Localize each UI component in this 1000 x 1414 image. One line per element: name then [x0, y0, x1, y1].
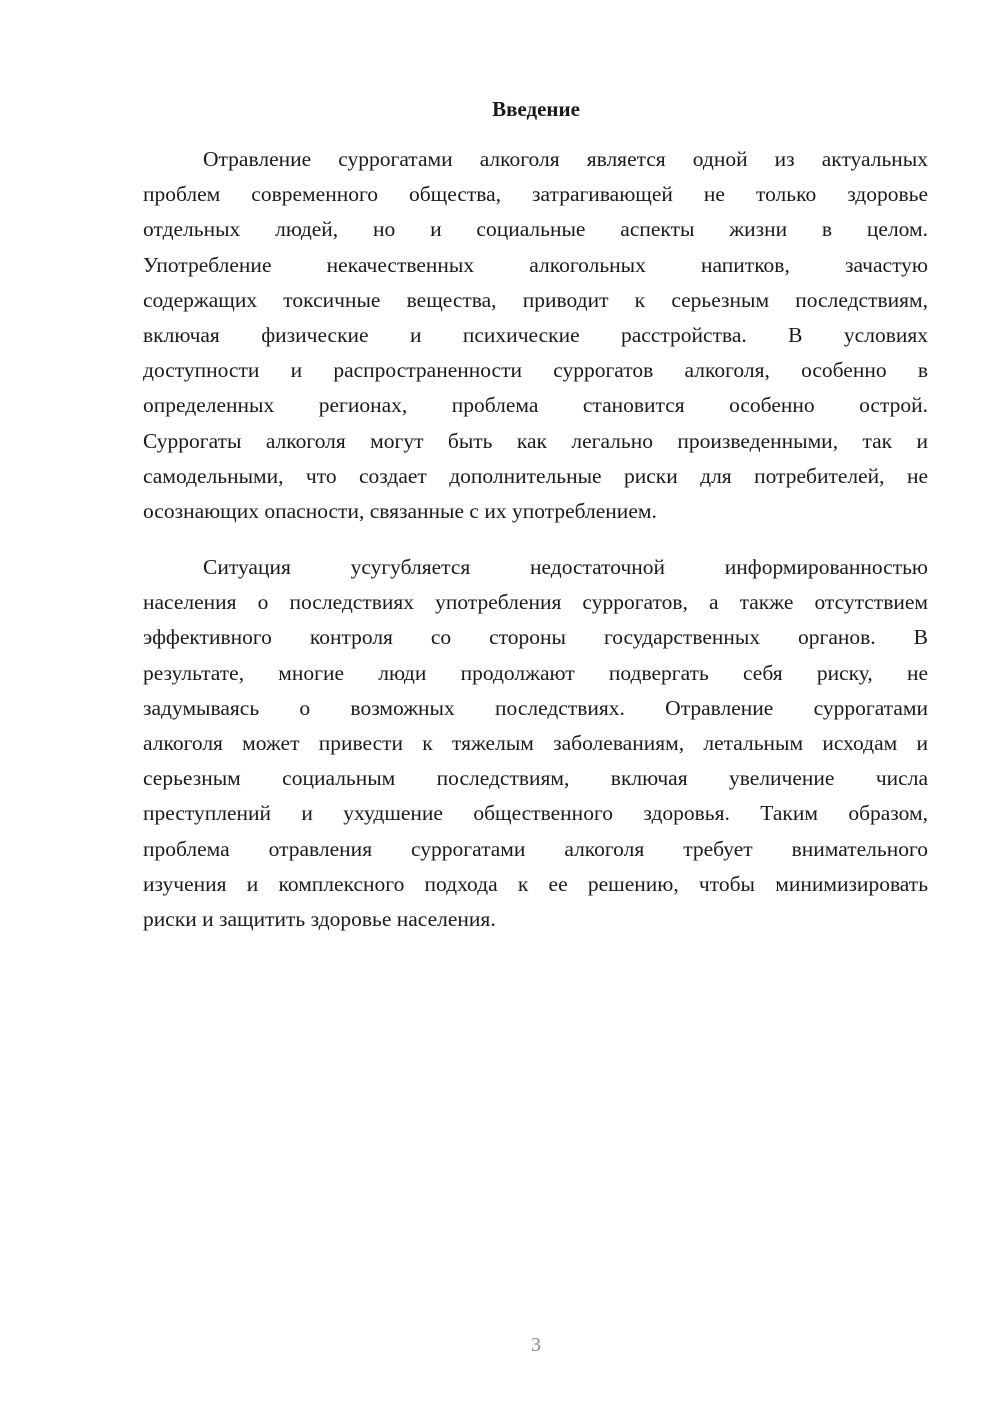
text-line: результате, многие люди продолжают подвергать себя риску, не	[143, 660, 928, 685]
text-line: осознающих опасности, связанные с их употреблением.	[143, 498, 657, 523]
text-line: доступности и распространенности суррогатов алкоголя, особенно в	[143, 358, 928, 383]
text-line: серьезным социальным последствиям, включая увеличение числа	[143, 766, 928, 791]
text-line: определенных регионах, проблема становится особенно острой.	[143, 393, 928, 418]
text-line: включая физические и психические расстройства. В условиях	[143, 322, 928, 347]
text-line: населения о последствиях употребления суррогатов, а также отсутствием	[143, 590, 928, 615]
text-line: проблема отравления суррогатами алкоголя требует внимательного	[143, 836, 928, 861]
text-line: проблем современного общества, затрагивающей не только здоровье	[143, 182, 928, 207]
text-line: риски и защитить здоровье населения.	[143, 906, 496, 931]
text-line: Ситуация усугубляется недостаточной информированностью	[203, 555, 928, 579]
text-line: Суррогаты алкоголя могут быть как легально произведенными, так и	[143, 428, 928, 453]
page-number: 3	[531, 1334, 541, 1356]
text-line: преступлений и ухудшение общественного здоровья. Таким образом,	[143, 801, 928, 826]
text-line: задумываясь о возможных последствиях. Отравление суррогатами	[143, 695, 928, 720]
text-line: содержащих токсичные вещества, приводит к серьезным последствиям,	[143, 287, 928, 312]
paragraph-1	[143, 142, 928, 529]
text-line: эффективного контроля со стороны государственных органов. В	[143, 625, 928, 650]
text-line: отдельных людей, но и социальные аспекты жизни в целом.	[143, 217, 928, 242]
text-line: Отравление суррогатами алкоголя является одной из актуальных	[203, 147, 928, 171]
text-line: Употребление некачественных алкогольных напитков, зачастую	[143, 252, 928, 277]
section-heading: Введение	[492, 97, 580, 121]
paragraph-2	[143, 550, 928, 937]
text-line: самодельными, что создает дополнительные риски для потребителей, не	[143, 463, 928, 488]
text-line: алкоголя может привести к тяжелым заболеваниям, летальным исходам и	[143, 730, 928, 755]
text-line: изучения и комплексного подхода к ее решению, чтобы минимизировать	[143, 871, 928, 896]
